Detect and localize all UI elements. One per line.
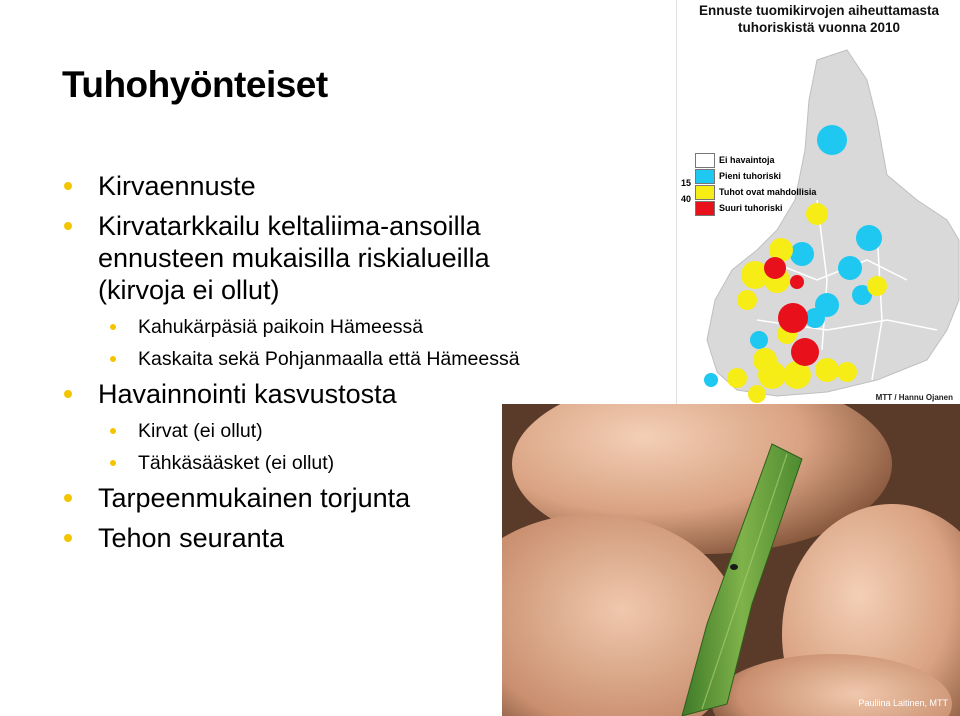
point-blue bbox=[704, 373, 718, 387]
legend-item bbox=[695, 168, 816, 184]
legend-item bbox=[695, 200, 816, 216]
legend-label: Pieni tuhoriski bbox=[719, 171, 782, 181]
map-title-line2: tuhoriskistä vuonna 2010 bbox=[737, 20, 901, 35]
map-title-line1: Ennuste tuomikirvojen aiheuttamasta bbox=[698, 3, 940, 18]
point-red bbox=[790, 275, 804, 289]
subbullet-kaskaita: Kaskaita sekä Pohjanmaalla että Hämeessä bbox=[62, 346, 622, 372]
point-blue bbox=[817, 125, 847, 155]
point-yellow bbox=[867, 276, 887, 296]
point-yellow bbox=[748, 385, 766, 403]
point-yellow bbox=[815, 358, 839, 382]
map-credit: MTT / Hannu Ojanen bbox=[875, 393, 953, 402]
legend-threshold-low: 15 bbox=[681, 178, 692, 188]
finland-landmass bbox=[707, 50, 959, 396]
aphid-insect bbox=[730, 564, 738, 570]
point-yellow bbox=[737, 290, 757, 310]
legend-threshold-high: 40 bbox=[681, 194, 692, 204]
photo-credit: Pauliina Laitinen, MTT bbox=[858, 698, 948, 708]
legend-swatch bbox=[695, 201, 715, 216]
legend-item bbox=[695, 152, 816, 168]
bullet-havainnointi: Havainnointi kasvustosta bbox=[62, 378, 622, 410]
legend-swatch bbox=[695, 185, 715, 200]
legend-label: Tuhot ovat mahdollisia bbox=[719, 187, 817, 197]
point-red bbox=[778, 303, 808, 333]
point-yellow bbox=[837, 362, 857, 382]
slide-title: Tuhohyönteiset bbox=[62, 64, 328, 105]
point-blue bbox=[838, 256, 862, 280]
point-red bbox=[764, 257, 786, 279]
legend-swatch bbox=[695, 153, 715, 168]
point-yellow bbox=[727, 368, 747, 388]
leaf-photo bbox=[502, 404, 960, 716]
bullet-tehon-seuranta: Tehon seuranta bbox=[62, 522, 622, 554]
legend-label: Suuri tuhoriski bbox=[719, 203, 783, 213]
point-blue bbox=[790, 242, 814, 266]
point-blue bbox=[856, 225, 882, 251]
legend-label: Ei havaintoja bbox=[719, 155, 775, 165]
point-yellow bbox=[758, 361, 786, 389]
risk-map-panel bbox=[676, 0, 960, 404]
leaf-photo-graphic bbox=[502, 404, 960, 716]
subbullet-kirvat: Kirvat (ei ollut) bbox=[62, 418, 622, 444]
bullet-torjunta: Tarpeenmukainen torjunta bbox=[62, 482, 622, 514]
subbullet-tahkasaasket: Tähkäsääsket (ei ollut) bbox=[62, 450, 622, 476]
subbullet-kahukarpasia: Kahukärpäsiä paikoin Hämeessä bbox=[62, 314, 622, 340]
bullet-kirvaennuste: Kirvaennuste bbox=[62, 170, 622, 202]
map-legend bbox=[695, 152, 816, 216]
legend-swatch bbox=[695, 169, 715, 184]
legend-item bbox=[695, 184, 816, 200]
point-red bbox=[791, 338, 819, 366]
bullet-kirvatarkkailu: Kirvatarkkailu keltaliima-ansoilla ennusteen mukaisilla riskialueilla (kirvoja ei ollut) bbox=[62, 210, 568, 306]
point-blue bbox=[750, 331, 768, 349]
